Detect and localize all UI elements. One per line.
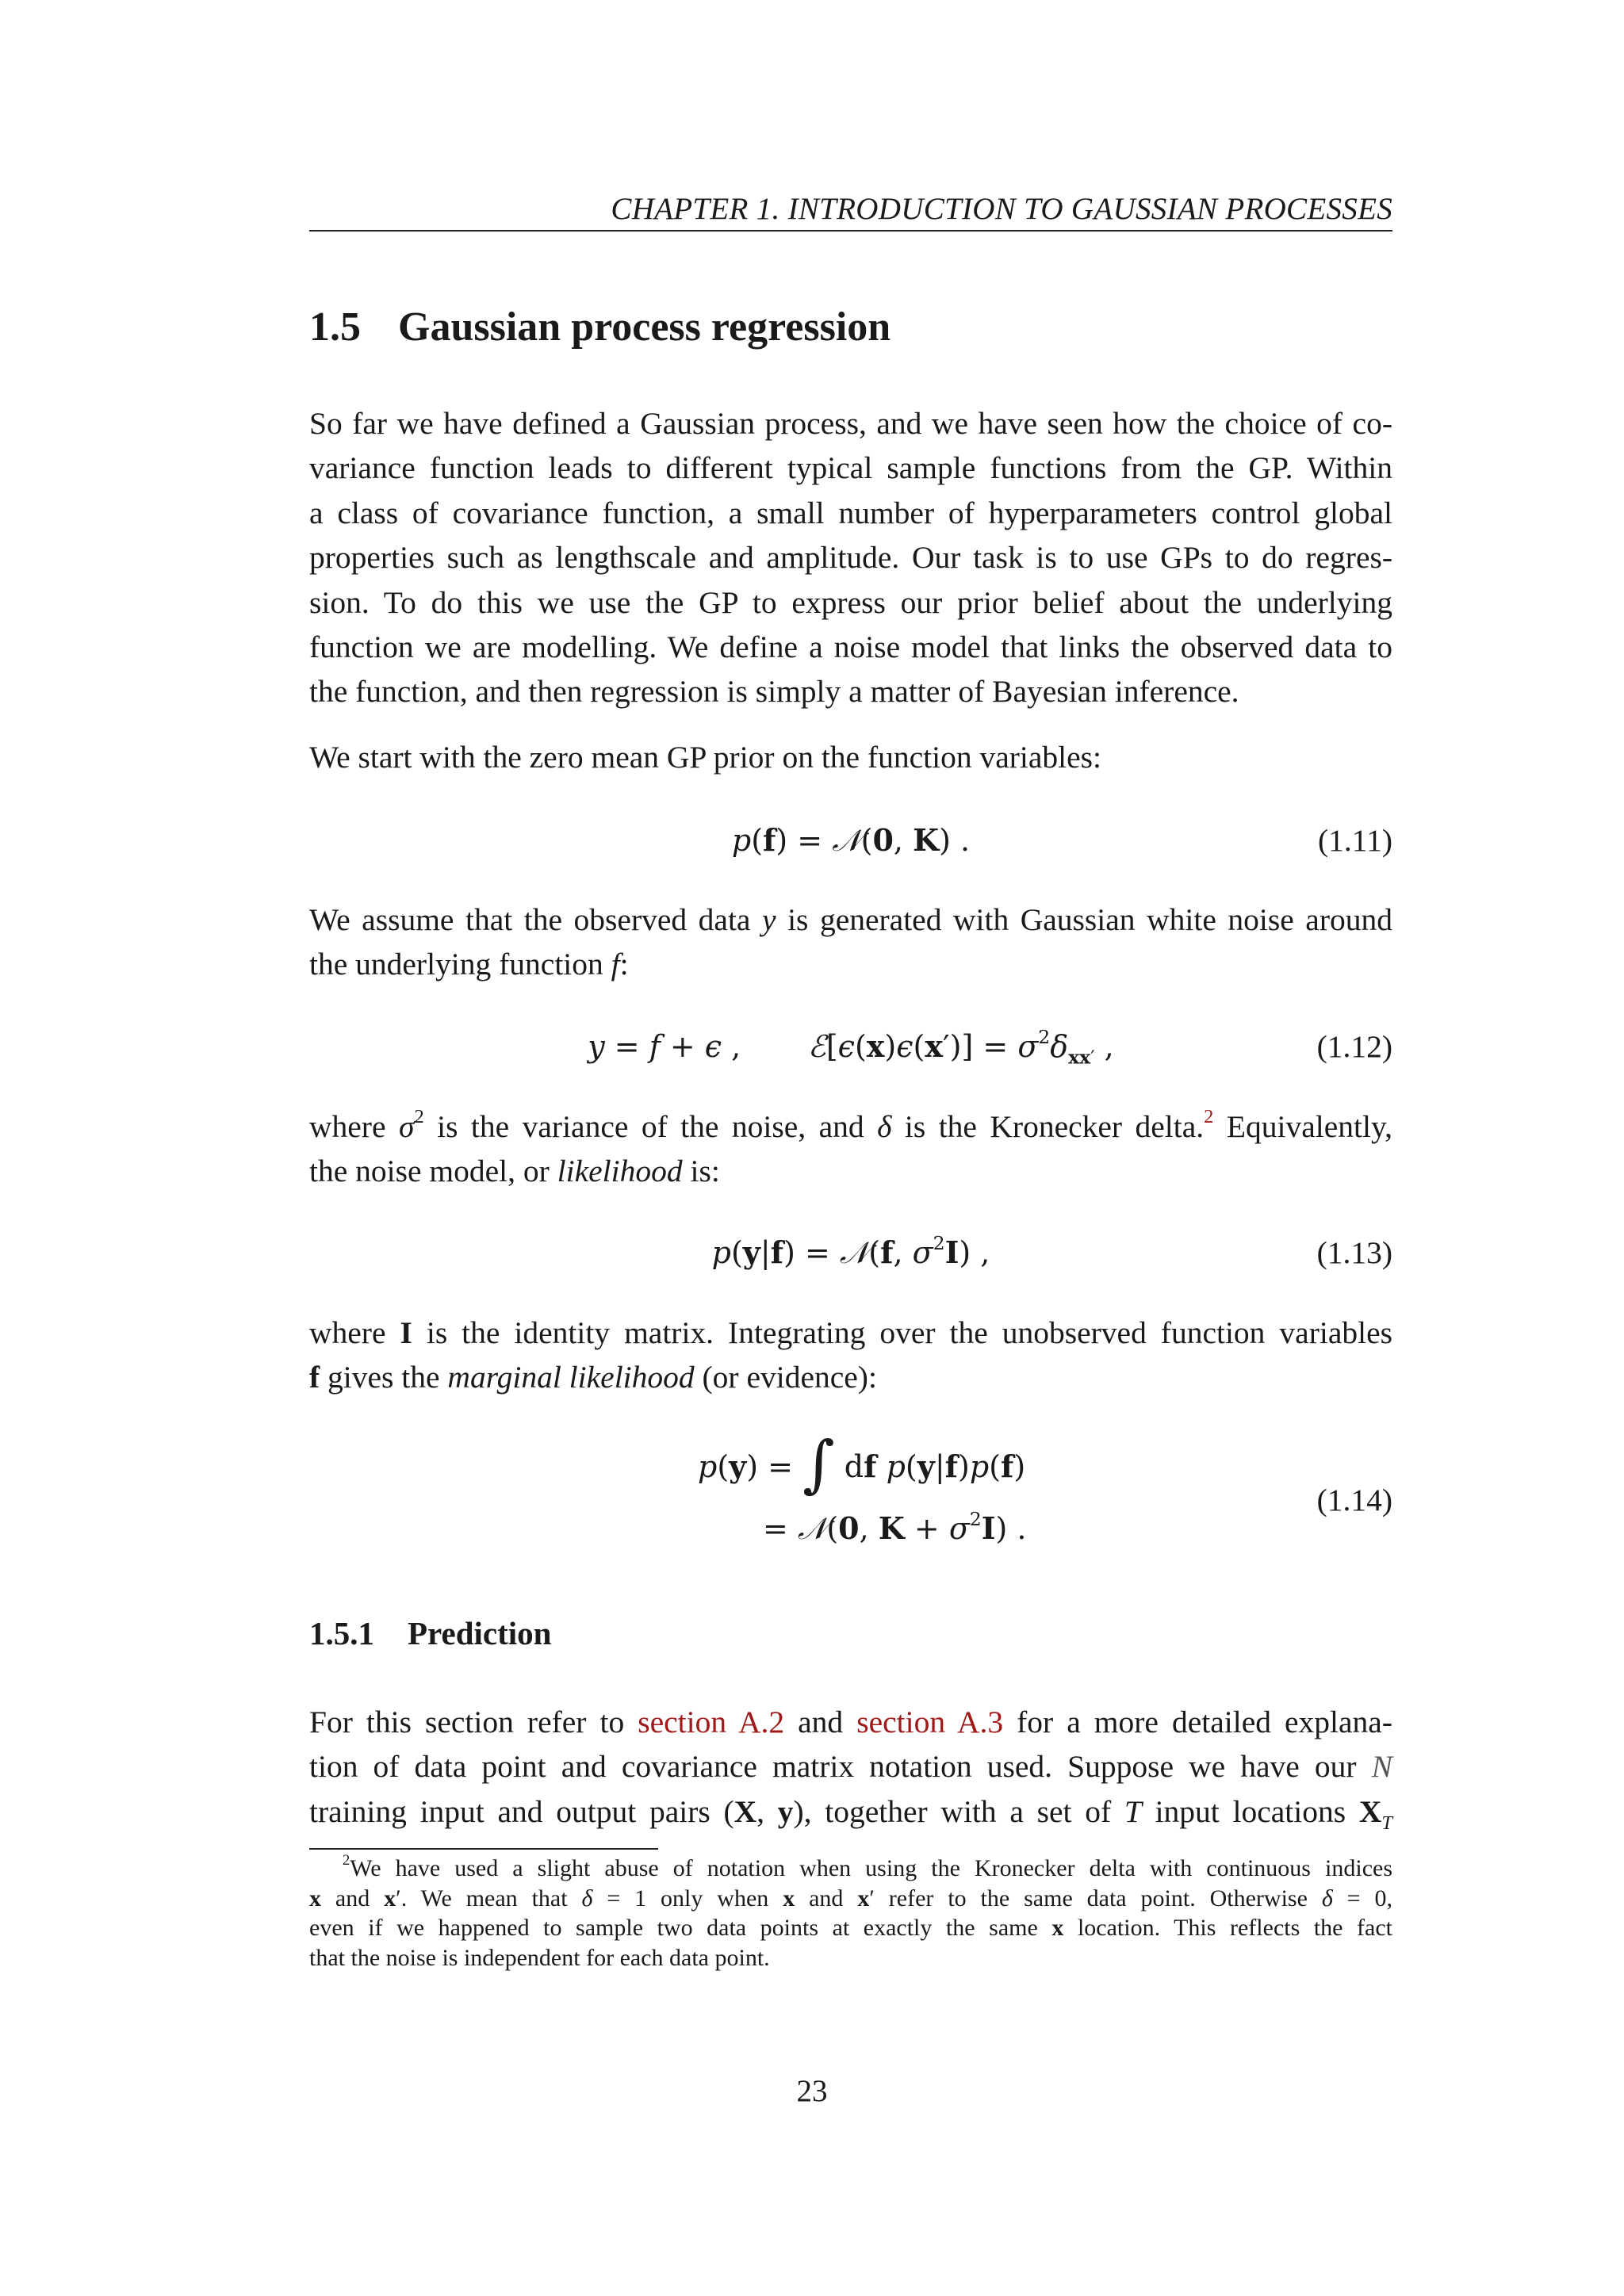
text-span: We assume that the observed data	[309, 902, 762, 937]
text-line: properties such as lengthscale and amplitude. Our task is to use GPs to do regres-	[309, 540, 1392, 576]
footnote: $^2$We have used a slight abuse of notation when using the Kronecker delta with continuous indices x and x′. We mean that δ = 1 only when x and x′ refer to the same data point. Otherwise δ = 0, even if we happened to sample two data points at exactly the same x location. This reflects the fact that the noise is independent for each data point.	[309, 1854, 1392, 1973]
text-line: We start with the zero mean GP prior on the function variables:	[309, 740, 1102, 775]
math-var: I	[400, 1315, 412, 1350]
text-span: the underlying function	[309, 947, 611, 982]
text-span: where	[309, 1109, 399, 1144]
prior-paragraph	[309, 735, 1392, 779]
noise-paragraph	[309, 897, 1392, 987]
text-span: and	[795, 1885, 858, 1911]
page-number: 23	[796, 2074, 828, 2108]
text-line: sion. To do this we use the GP to express our prior belief about the underlying	[309, 584, 1392, 620]
text-line: variance function leads to different typical sample functions from the GP. Within	[309, 450, 1392, 486]
text-line: a class of covariance function, a small number of hyperparameters control global	[309, 495, 1392, 530]
text-span: only when	[646, 1885, 783, 1911]
section-a2-link[interactable]: section A.2	[638, 1705, 785, 1739]
equation-1-11	[309, 817, 1392, 864]
equation-line-1: p(y) = ∫ df p(y|f)p(f)	[698, 1429, 1026, 1500]
emphasis-term: likelihood	[557, 1154, 683, 1189]
equation-1-12	[309, 1023, 1392, 1070]
subsection-number: 1.5.1	[309, 1615, 374, 1651]
footnote-marker: 2	[343, 1852, 350, 1869]
text-span: is the variance of the noise, and	[423, 1109, 878, 1144]
emphasis-term: marginal likelihood	[447, 1360, 695, 1395]
text-span: :	[619, 947, 629, 982]
equation-body: p(y|f) = 𝒩(f, $\sigma^2I$) ,	[711, 1231, 990, 1270]
text-span: is:	[682, 1154, 720, 1189]
text-span: gives the	[320, 1360, 448, 1395]
running-header: CHAPTER 1. INTRODUCTION TO GAUSSIAN PROCESSES	[611, 192, 1392, 226]
equation-number: (1.12)	[1316, 1029, 1392, 1064]
text-span: (or evidence):	[694, 1360, 877, 1395]
text-span: is generated with Gaussian white noise around	[776, 902, 1392, 937]
header-rule	[309, 230, 1392, 232]
equation-1-13	[309, 1229, 1392, 1276]
footnote-rule	[309, 1848, 658, 1850]
evidence-paragraph	[309, 1311, 1392, 1400]
section-heading	[309, 303, 891, 352]
text-span: training input and output pairs (	[309, 1793, 734, 1829]
equation-body: p(f) = 𝒩(0, K) .	[731, 822, 971, 858]
text-span: tion of data point and covariance matrix notation used. Suppose we have our	[309, 1749, 1372, 1785]
text-span: for a more detailed explana-	[1003, 1705, 1392, 1739]
math-var: T	[1124, 1793, 1142, 1829]
text-span: and	[321, 1885, 385, 1911]
text-line: So far we have defined a Gaussian process, and we have seen how the choice of co-	[309, 406, 1392, 441]
text-span: location. This reflects the fact	[1063, 1915, 1392, 1941]
text-line: that the noise is independent for each data point.	[309, 1944, 770, 1971]
equation-body: y = f + ϵ , ℰ[ϵ(x)ϵ(x′)] = $\sigma^2\delta_{xx'}$ ,	[588, 1025, 1114, 1069]
equation-number: (1.14)	[1316, 1483, 1392, 1517]
intro-paragraph	[309, 401, 1392, 714]
prediction-paragraph: For this section refer to section A.2 and section A.3 for a more detailed explana- tion of data point and covariance matrix notation used. Suppose we have our N training input and output pairs (X, y), together with a set of T input locations $X_T$	[309, 1705, 1392, 1834]
footnote-marker-link[interactable]: 2	[1204, 1106, 1214, 1128]
text-span: even if we happened to sample two data points at exactly the same	[309, 1915, 1052, 1941]
text-span: Equivalently,	[1213, 1109, 1393, 1144]
text-span: is the identity matrix. Integrating over the unobserved function variables	[412, 1315, 1392, 1350]
math-var: y	[762, 902, 776, 937]
equation-number: (1.13)	[1316, 1235, 1392, 1270]
text-span: is the Kronecker delta.	[891, 1109, 1205, 1144]
equation-1-14	[309, 1429, 1392, 1562]
text-span: where	[309, 1315, 400, 1350]
text-span: and	[784, 1705, 857, 1739]
section-number: 1.5	[309, 304, 361, 350]
text-span: the noise model, or	[309, 1154, 557, 1189]
text-span: input locations	[1141, 1793, 1359, 1829]
equation-number: (1.11)	[1318, 823, 1392, 858]
math-var: f	[611, 947, 620, 982]
text-span: We have used a slight abuse of notation when using the Kronecker delta with continuous indices	[350, 1855, 1392, 1881]
text-span: ), together with a set of	[793, 1793, 1124, 1829]
subsection-heading	[309, 1613, 551, 1653]
subsection-title: Prediction	[408, 1615, 552, 1651]
section-title: Gaussian process regression	[398, 304, 891, 350]
text-span: refer to the same data point. Otherwise	[874, 1885, 1322, 1911]
math-var: N	[1371, 1749, 1392, 1785]
section-a3-link[interactable]: section A.3	[856, 1705, 1004, 1739]
math-var: f	[309, 1360, 320, 1395]
text-span: For this section refer to	[309, 1705, 638, 1739]
text-line: function we are modelling. We define a noise model that links the observed data to	[309, 629, 1392, 665]
kronecker-paragraph: where $\sigma^2$ is the variance of the noise, and δ is the Kronecker delta.$^2$ Equivalently, the noise model, or likelihood is:	[309, 1106, 1393, 1189]
text-line: the function, and then regression is simply a matter of Bayesian inference.	[309, 674, 1239, 710]
equation-line-2: = 𝒩(0, $K + \sigma^2I$) .	[763, 1507, 1027, 1546]
text-span: . We mean that	[400, 1885, 582, 1911]
